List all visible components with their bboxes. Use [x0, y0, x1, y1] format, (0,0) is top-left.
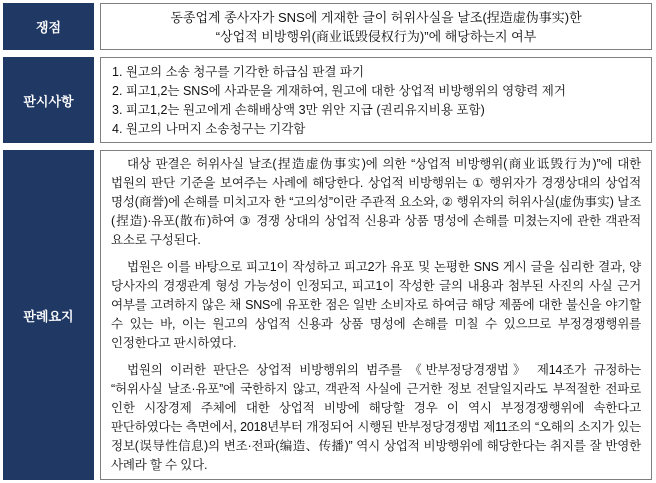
holding-item: 2. 피고1,2는 SNS에 사과문을 게재하여, 원고에 대한 상업적 비방행위의 영향력 제거 — [112, 84, 566, 98]
holding-item: 1. 원고의 소송 청구를 기각한 하급심 판결 파기 — [112, 65, 365, 79]
summary-content — [100, 150, 652, 480]
holding-item: 4. 원고의 나머지 소송청구는 기각함 — [112, 122, 306, 136]
summary-paragraph: 법원의 이러한 판단은 상업적 비방행위의 범주를 《반부정당경쟁법》 제14조가 규정하는 “허위사실 날조·유포”에 국한하지 않고, 객관적 사실에 근거한 정보 전달일지라도 부적절한 전파로 인한 시장경제 주체에 대한 상업적 비방에 해당할 경우 이 역시 부정경쟁행위에 속한다고 판단하였다는 측면에서, 2018년부터 개정되어 시행된 반부정당경쟁법 제11조의 “오해의 소지가 있는 정보(误导性信息)의 변조·전파(编造、传播)” 역시 상업적 비방행위에 해당한다는 취지를 잘 반영한 사례라 할 수 있다. — [111, 363, 641, 472]
issue-label: 쟁점 — [3, 3, 94, 50]
issue-line: 동종업계 종사자가 SNS에 게재한 글이 허위사실을 날조(捏造虚伪事实)한 — [170, 10, 582, 25]
holdings-label: 판시사항 — [3, 57, 94, 143]
holdings-list — [100, 57, 652, 143]
summary-paragraph: 법원은 이를 바탕으로 피고1이 작성하고 피고2가 유포 및 논평한 SNS 게시 글을 심리한 결과, 양 당사자의 경쟁관계 형성 가능성이 인정되고, 피고1이 작성한 글의 내용과 첨부된 사진의 사실 근거 여부를 고려하지 않은 채 SNS에 유포한 점은 일반 소비자로 하여금 해당 제품에 대한 불신을 야기할 수 있는 바, 이는 원고의 상업적 신용과 상품 명성에 손해를 미칠 수 있으므로 부정경쟁행위를 인정한다고 판시하였다. — [111, 260, 641, 350]
issue-content — [100, 3, 652, 50]
holding-item: 3. 피고1,2는 원고에게 손해배상액 3만 위안 지급 (권리유지비용 포함) — [112, 103, 485, 117]
summary-paragraph: 대상 판결은 허위사실 날조(捏造虚伪事实)에 의한 “상업적 비방행위(商业诋毁行为)”에 대한 법원의 판단 기준을 보여주는 사례에 해당한다. 상업적 비방행위는 ① 행위자가 경쟁상대의 상업적 명성(商誉)에 손해를 미치고자 한 “고의성”이란 주관적 요소와, ② 행위자의 허위사실(虚伪事实) 날조(捏造)·유포(散布)하여 ③ 경쟁 상대의 상업적 신용과 상품 명성에 손해를 미쳤는지에 관한 객관적 요소로 구성된다. — [111, 157, 641, 247]
summary-label: 판례요지 — [3, 150, 94, 480]
issue-line: “상업적 비방행위(商业诋毁侵权行为)”에 해당하는지 여부 — [215, 29, 537, 44]
